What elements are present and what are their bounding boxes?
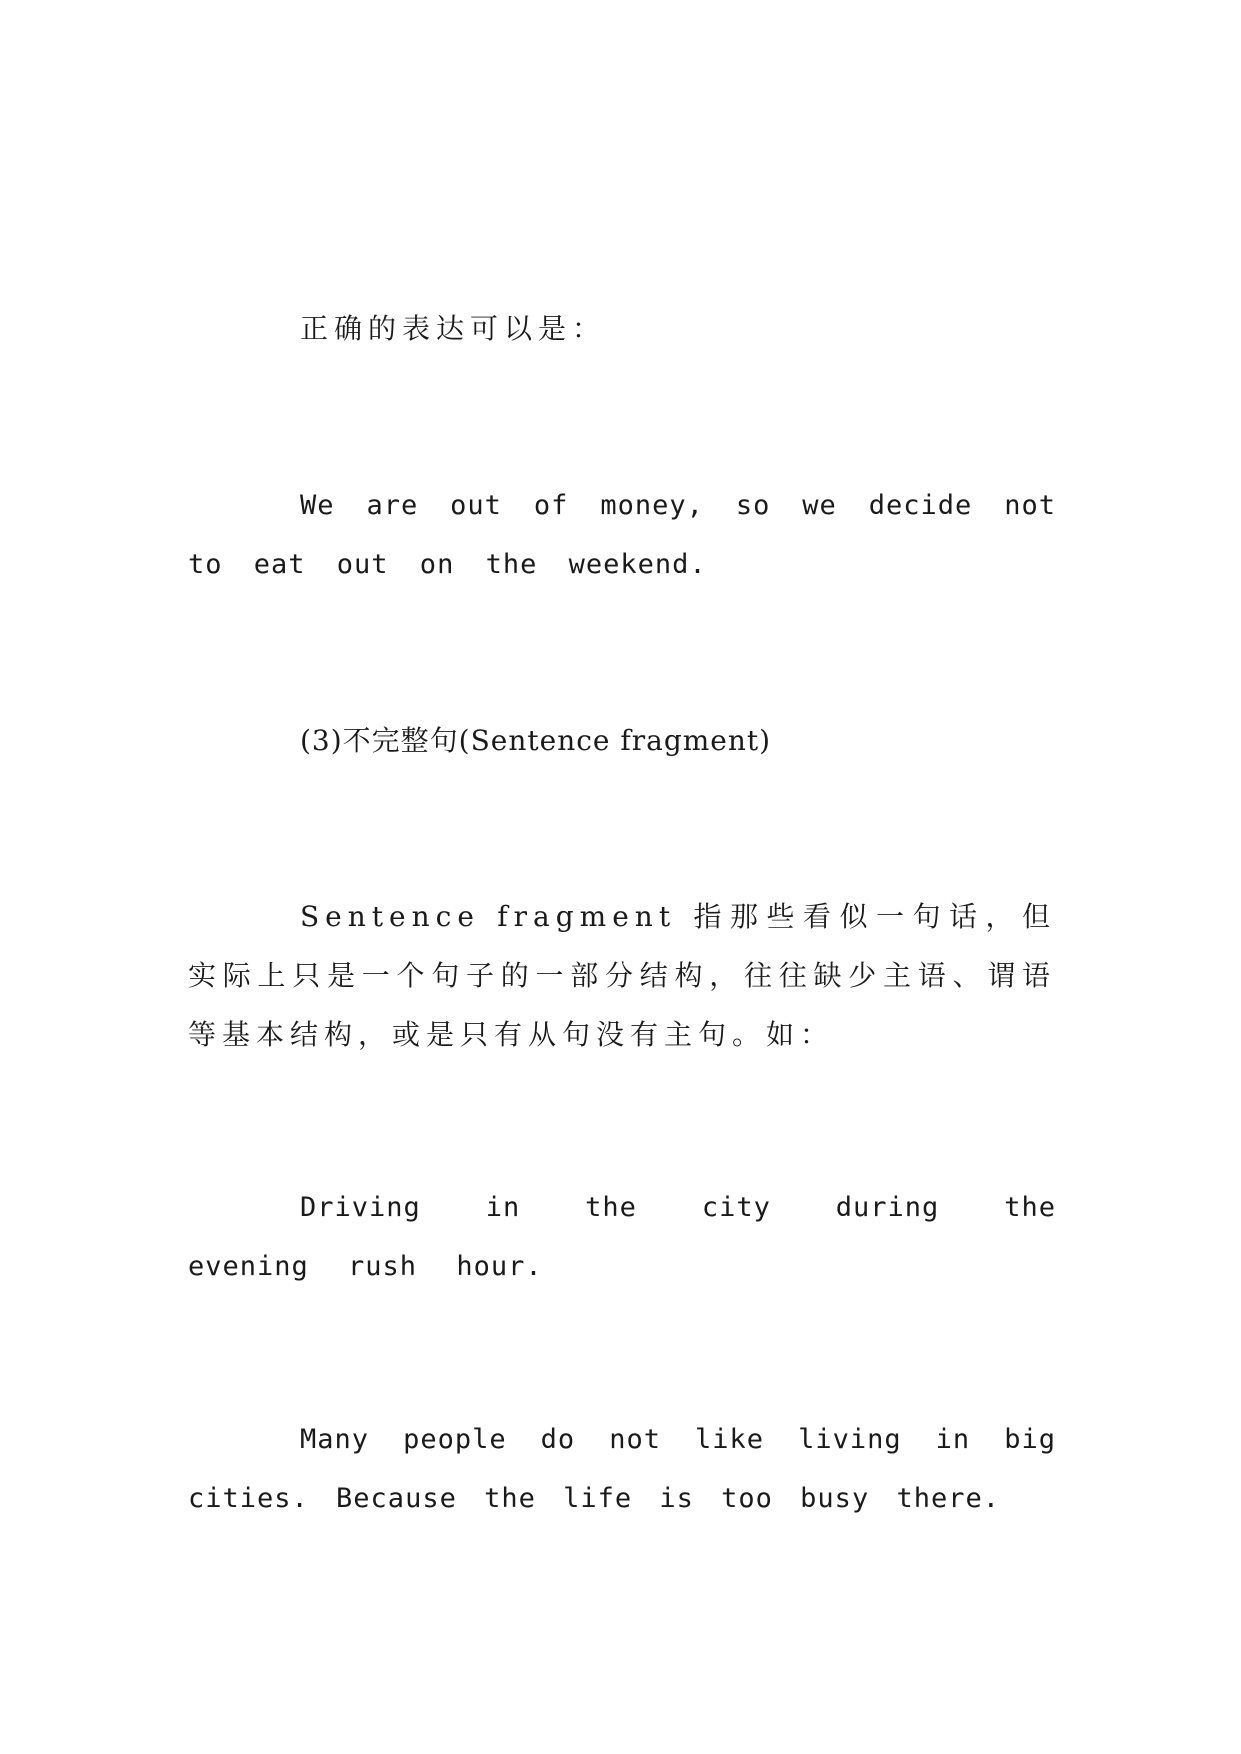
section-heading-sentence-fragment: (3)不完整句(Sentence fragment) [300,724,772,757]
paragraph-fragment-example-2: Many people do not like living in big cities. Because the life is too busy there. [188,1424,1056,1514]
paragraph-fragment-definition: Sentence fragment 指那些看似一句话，但实际上只是一个句子的一部分结构，往往缺少主语、谓语等基本结构，或是只有从句没有主句。如： [188,900,1056,1051]
paragraph-example-sentence: We are out of money, so we decide not to eat out on the weekend. [188,490,1056,580]
paragraph-correct-expression-intro: 正确的表达可以是： [300,312,607,345]
paragraph-fragment-example-1: Driving in the city during the evening rush hour. [188,1192,1056,1282]
